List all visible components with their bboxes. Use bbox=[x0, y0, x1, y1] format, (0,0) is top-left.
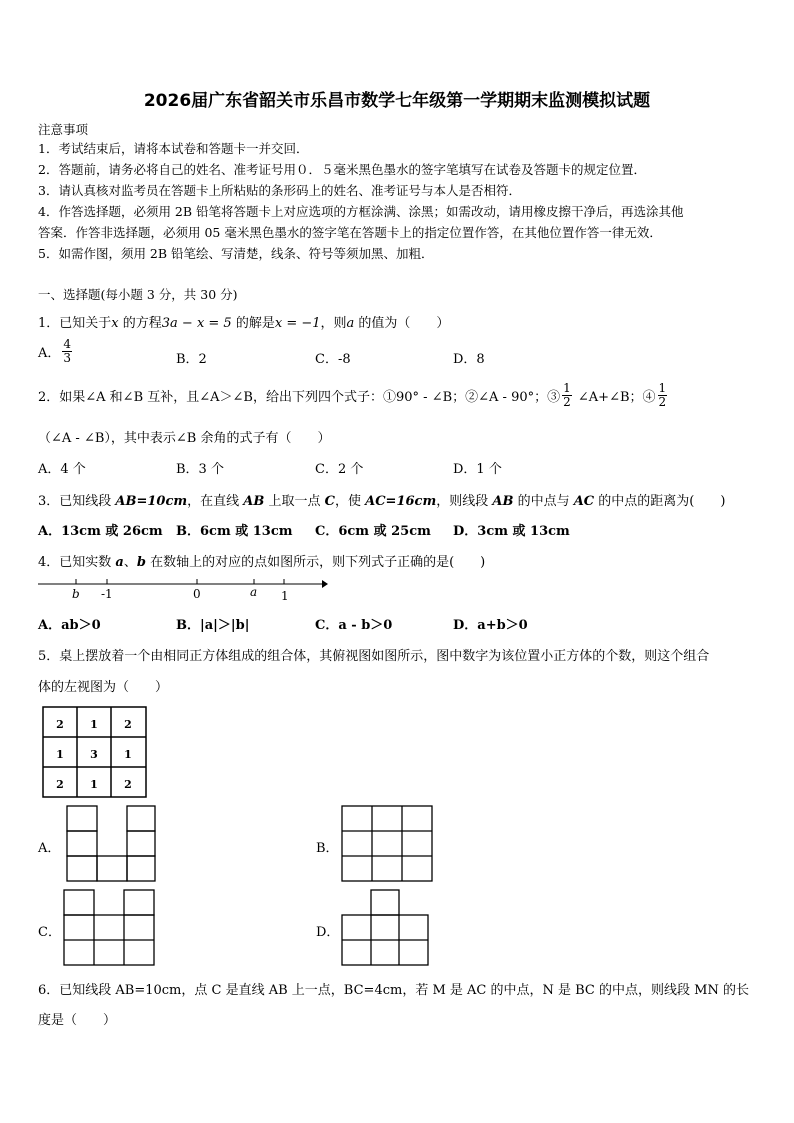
q4-var-a: a bbox=[115, 555, 124, 570]
q1-text: 1．已知关于 bbox=[38, 316, 112, 331]
q2-option-b: B．3 个 bbox=[176, 462, 224, 477]
question-6-line-2: 度是（ ） bbox=[38, 1013, 117, 1028]
q5-option-a-figure bbox=[66, 805, 158, 883]
label-b: b bbox=[72, 587, 80, 601]
q2-option-c: C．2 个 bbox=[315, 462, 364, 477]
question-4 bbox=[38, 551, 485, 570]
grid-cell: 1 bbox=[90, 778, 98, 791]
grid-cell: 3 bbox=[90, 748, 98, 761]
question-3 bbox=[38, 490, 725, 509]
notes-item: 5．如需作图，须用 2B 铅笔绘、写清楚，线条、符号等须加黑、加粗． bbox=[38, 246, 434, 261]
q4-text: 在数轴上的对应的点如图所示，则下列式子正确的是( ) bbox=[145, 555, 486, 570]
question-2-line-2: （∠A - ∠B），其中表示∠B 余角的式子有（ ） bbox=[38, 431, 331, 446]
q2-fraction-1 bbox=[562, 382, 572, 409]
question-5-line-2: 体的左视图为（ ） bbox=[38, 680, 169, 695]
q1-text: 的解是 bbox=[231, 316, 275, 331]
q1-text: 的方程 bbox=[118, 316, 162, 331]
q4-var-b: b bbox=[136, 555, 146, 570]
q1-text: ，则 bbox=[320, 316, 347, 331]
grid-cell: 1 bbox=[56, 748, 64, 761]
q4-option-b: B．|a|＞|b| bbox=[176, 618, 250, 633]
q1-option-c: C．-8 bbox=[315, 352, 351, 367]
q3-ab: AB bbox=[243, 494, 265, 509]
notes-item: 4．作答选择题，必须用 2B 铅笔将答题卡上对应选项的方框涂满、涂黑；如需改动，请用橡皮擦干净后，再选涂其他 bbox=[38, 204, 684, 219]
notes-item: 3．请认真核对监考员在答题卡上所粘贴的条形码上的姓名、准考证号与本人是否相符． bbox=[38, 183, 521, 198]
q4-option-a: A．ab＞0 bbox=[38, 618, 101, 633]
q1-equation: 3a − x = 5 bbox=[161, 316, 232, 331]
q2-option-a: A．4 个 bbox=[38, 462, 86, 477]
denominator: 2 bbox=[658, 395, 667, 409]
q5-option-b-figure bbox=[341, 805, 434, 883]
numerator: 4 bbox=[63, 337, 72, 351]
grid-cell: 1 bbox=[124, 748, 132, 761]
question-6-line-1: 6．已知线段 AB=10cm，点 C 是直线 AB 上一点，BC=4cm，若 M 是 AC 的中点，N 是 BC 的中点，则线段 MN 的长 bbox=[38, 983, 749, 998]
q1-var-x: x bbox=[111, 316, 119, 331]
q5-option-b-label: B． bbox=[316, 841, 339, 856]
q3-text: 3．已知线段 bbox=[38, 494, 116, 509]
q1-fraction bbox=[62, 338, 72, 365]
option-label: A． bbox=[38, 346, 61, 361]
grid-cell: 2 bbox=[124, 778, 132, 791]
label-0: 0 bbox=[193, 587, 201, 601]
section-heading: 一、选择题(每小题 3 分，共 30 分) bbox=[38, 287, 238, 302]
numerator: 1 bbox=[658, 381, 667, 395]
q3-option-d: D．3cm 或 13cm bbox=[453, 524, 570, 539]
notes-item: 1．考试结束后，请将本试卷和答题卡一并交回． bbox=[38, 141, 309, 156]
q3-text: ，则线段 bbox=[436, 494, 493, 509]
q5-option-a-label: A． bbox=[38, 841, 61, 856]
q4-text: 4．已知实数 bbox=[38, 555, 116, 570]
q1-option-a bbox=[38, 338, 74, 365]
q3-ac: AC bbox=[573, 494, 595, 509]
number-line bbox=[36, 574, 331, 604]
q1-option-d: D．8 bbox=[453, 352, 485, 367]
notes-item: 2．答题前，请务必将自己的姓名、准考证号用０．５毫米黑色墨水的签字笔填写在试卷及答题卡的规定位置． bbox=[38, 162, 646, 177]
q3-text: 的中点的距离为( ) bbox=[594, 494, 726, 509]
top-view-grid bbox=[42, 706, 148, 799]
q2-text: 2．如果∠A 和∠B 互补，且∠A＞∠B，给出下列四个式子：①90° - ∠B；②∠A - 90°；③ bbox=[38, 390, 561, 405]
q1-var-a: a bbox=[346, 316, 355, 331]
q3-option-c: C．6cm 或 25cm bbox=[315, 524, 431, 539]
question-5-line-1: 5．桌上摆放着一个由相同正方体组成的组合体，其俯视图如图所示，图中数字为该位置小正方体的个数，则这个组合 bbox=[38, 649, 710, 664]
label-minus-1: -1 bbox=[101, 587, 113, 601]
q3-text: ，使 bbox=[334, 494, 366, 509]
q1-option-b: B．2 bbox=[176, 352, 207, 367]
q2-option-d: D．1 个 bbox=[453, 462, 502, 477]
q1-text: 的值为（ ） bbox=[354, 316, 450, 331]
q3-option-b: B．6cm 或 13cm bbox=[176, 524, 293, 539]
q3-ab: AB bbox=[492, 494, 514, 509]
grid-cell: 2 bbox=[56, 718, 64, 731]
notes-item: 答案．作答非选择题，必须用 05 毫米黑色墨水的签字笔在答题卡上的指定位置作答，在其他位置作答一律无效． bbox=[38, 225, 662, 240]
notes-heading: 注意事项 bbox=[38, 122, 89, 137]
q3-ab: AB=10cm bbox=[115, 494, 188, 509]
q2-text: ∠A+∠B；④ bbox=[573, 390, 656, 405]
q3-text: 上取一点 bbox=[264, 494, 325, 509]
axis-arrow bbox=[322, 580, 328, 588]
q4-option-c: C．a - b＞0 bbox=[315, 618, 393, 633]
q4-text: 、 bbox=[123, 555, 137, 570]
q4-option-d: D．a+b＞0 bbox=[453, 618, 528, 633]
exam-title: 2026届广东省韶关市乐昌市数学七年级第一学期期末监测模拟试题 bbox=[143, 91, 651, 111]
q2-fraction-2 bbox=[658, 382, 668, 409]
grid-cell: 1 bbox=[90, 718, 98, 731]
q5-option-d-label: D． bbox=[316, 925, 340, 940]
denominator: 3 bbox=[63, 351, 72, 365]
q3-text: ，在直线 bbox=[187, 494, 244, 509]
q3-ac: AC=16cm bbox=[365, 494, 437, 509]
numerator: 1 bbox=[563, 381, 571, 395]
label-a: a bbox=[250, 585, 258, 599]
q5-option-d-figure bbox=[341, 889, 431, 967]
denominator: 2 bbox=[563, 395, 571, 409]
grid-cell: 2 bbox=[56, 778, 64, 791]
q3-c: C bbox=[324, 494, 335, 509]
question-1 bbox=[38, 312, 449, 331]
q5-option-c-label: C． bbox=[38, 925, 61, 940]
q5-option-c-figure bbox=[63, 889, 156, 967]
q3-option-a: A．13cm 或 26cm bbox=[38, 524, 163, 539]
question-2-line-1 bbox=[38, 382, 669, 409]
q3-text: 的中点与 bbox=[513, 494, 574, 509]
grid-cell: 2 bbox=[124, 718, 132, 731]
q1-solution: x = −1 bbox=[274, 316, 321, 331]
label-1: 1 bbox=[281, 589, 289, 603]
